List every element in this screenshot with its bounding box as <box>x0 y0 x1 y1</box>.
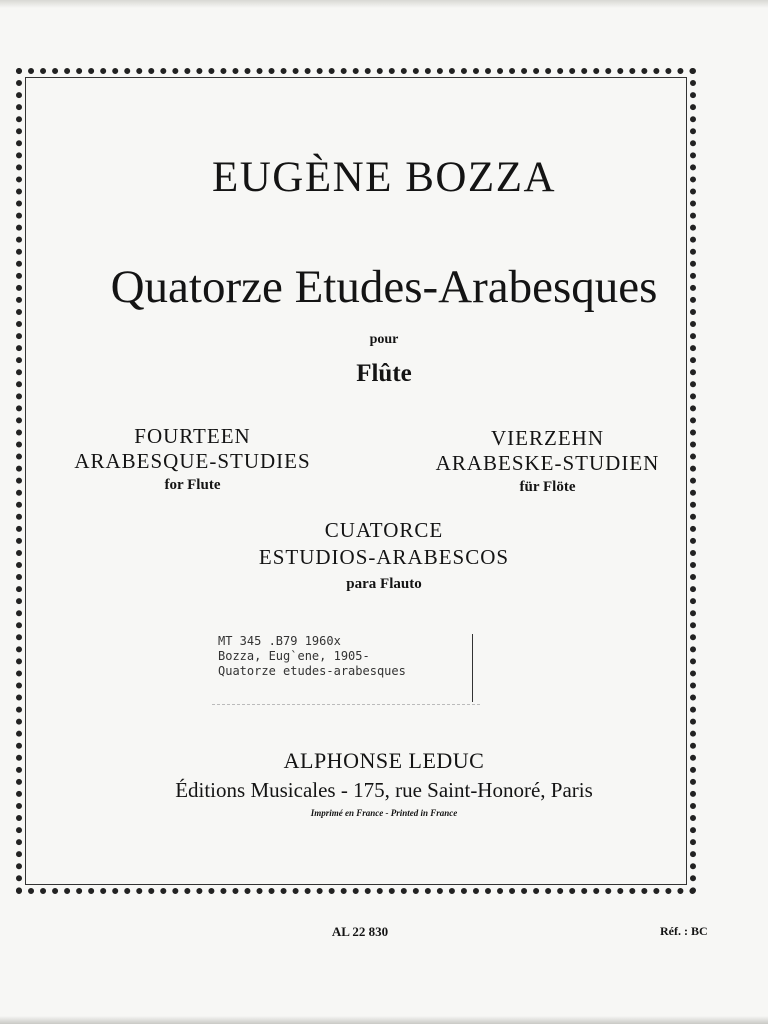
english-title-block <box>50 424 335 496</box>
german-line-3: für Flöte <box>519 479 576 495</box>
page-bottom-edge <box>0 1016 768 1024</box>
label-author: Bozza, Eug`ene, 1905- <box>218 649 370 663</box>
spanish-line-2: ESTUDIOS-ARABESCOS <box>258 545 510 569</box>
instrument-label: Flûte <box>356 360 412 387</box>
spanish-line-1: CUATORCE <box>324 518 444 542</box>
work-title: Quatorze Etudes-Arabesques <box>110 261 658 313</box>
composer-name: EUGÈNE BOZZA <box>211 154 557 201</box>
page-top-edge <box>0 0 768 8</box>
call-number: MT 345 .B79 1960x <box>218 634 341 648</box>
german-title-block <box>405 426 690 498</box>
reference-code: Réf. : BC <box>660 924 708 938</box>
publisher-address: Éditions Musicales - 175, rue Saint-Honoré, Paris <box>175 778 593 802</box>
english-line-1: FOURTEEN <box>134 424 251 448</box>
plate-number: AL 22 830 <box>331 924 389 939</box>
english-line-3: for Flute <box>164 477 221 493</box>
german-line-1: VIERZEHN <box>491 426 604 450</box>
publisher-name: ALPHONSE LEDUC <box>283 748 485 773</box>
pour-label: pour <box>369 332 399 347</box>
german-line-2: ARABESKE-STUDIEN <box>435 451 660 475</box>
label-title: Quatorze etudes-arabesques <box>218 664 406 678</box>
label-edge <box>212 704 480 705</box>
spanish-line-3: para Flauto <box>346 576 422 592</box>
printed-in-france: Imprimé en France - Printed in France <box>310 808 458 818</box>
library-call-number-label <box>212 634 473 702</box>
english-line-2: ARABESQUE-STUDIES <box>74 449 311 473</box>
